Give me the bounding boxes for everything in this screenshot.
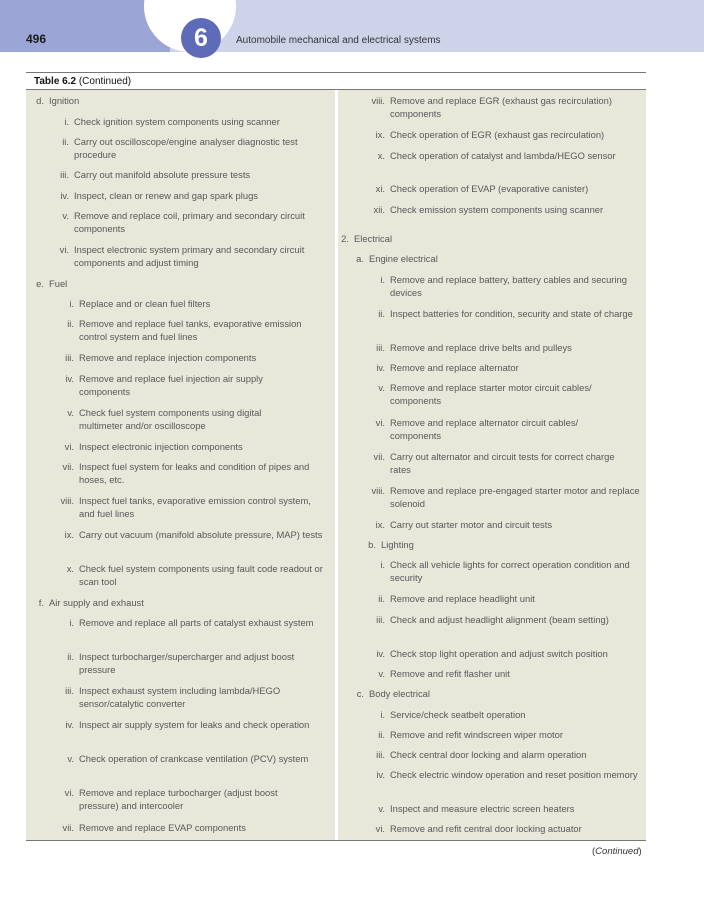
list-text: Remove and refit flasher unit (390, 668, 510, 679)
list-item (338, 648, 646, 661)
list-marker: v. (67, 407, 74, 418)
list-item (338, 382, 625, 408)
list-item (338, 769, 640, 782)
list-item (338, 749, 640, 762)
list-text: Check fuel system components using fault code readout or scan tool (79, 563, 323, 587)
list-text: Inspect turbocharger/supercharger and adjust boost pressure (79, 651, 295, 675)
list-item (338, 95, 622, 121)
list-marker: b. (368, 539, 376, 550)
list-item (26, 617, 324, 630)
list-marker: x. (377, 150, 385, 161)
list-marker: iv. (376, 648, 385, 659)
list-text: Check central door locking and alarm operation (390, 749, 587, 760)
list-marker: e. (36, 278, 44, 289)
list-item (338, 129, 640, 142)
list-marker: ix. (375, 129, 385, 140)
list-marker: i. (380, 274, 385, 285)
list-text: Air supply and exhaust (49, 597, 144, 608)
continued-text: Continued (595, 846, 639, 857)
list-text: Remove and replace all parts of catalyst exhaust system (79, 617, 314, 628)
list-text: Service/check seatbelt operation (390, 709, 526, 720)
list-marker: vii. (373, 451, 385, 462)
list-item (26, 116, 328, 129)
list-text: Carry out oscilloscope/engine analyser diagnostic test procedure (74, 136, 298, 160)
list-marker: ii. (67, 651, 74, 662)
continued-note: (Continued) (592, 846, 642, 857)
list-text: Check operation of catalyst and lambda/HEGO sensor (390, 150, 616, 161)
list-item (26, 651, 324, 677)
list-item (26, 244, 322, 270)
list-marker: i. (380, 559, 385, 570)
list-text: Remove and replace turbocharger (adjust boost pressure) and intercooler (79, 787, 278, 811)
list-text: Check stop light operation and adjust switch position (390, 648, 608, 659)
list-marker: xii. (373, 204, 385, 215)
list-marker: ii. (378, 308, 385, 319)
list-text: Check electric window operation and reset position memory (390, 769, 638, 780)
list-text: Inspect electronic system primary and secondary circuit components and adjust timing (74, 244, 305, 268)
list-marker: vii. (62, 461, 74, 472)
list-marker: viii. (371, 95, 385, 106)
list-text: Electrical (354, 233, 393, 244)
table-qualifier: (Continued) (78, 76, 132, 87)
list-marker: iv. (376, 769, 385, 780)
list-item (26, 529, 324, 542)
list-text: Ignition (49, 95, 80, 106)
list-item (338, 308, 640, 321)
list-text: Remove and replace battery, battery cables and securing devices (390, 274, 627, 298)
list-marker: v. (378, 382, 385, 393)
table-label: Table 6.2 (34, 76, 77, 87)
list-text: Remove and replace injection components (79, 352, 257, 363)
list-item (338, 729, 640, 742)
list-marker: f. (38, 597, 44, 608)
list-text: Check ignition system components using scanner (74, 116, 280, 127)
list-marker: i. (64, 116, 69, 127)
list-text: Inspect air supply system for leaks and check operation (79, 719, 310, 730)
list-marker: iii. (376, 342, 385, 353)
list-item (338, 614, 625, 627)
list-item (26, 298, 324, 311)
list-item (338, 274, 630, 300)
list-item (26, 822, 324, 835)
list-text: Lighting (381, 539, 414, 550)
list-text: Inspect, clean or renew and gap spark plugs (74, 190, 258, 201)
list-marker: iii. (60, 169, 69, 180)
list-text: Carry out vacuum (manifold absolute pressure, MAP) tests (79, 529, 323, 540)
list-text: Check all vehicle lights for correct operation condition and security (390, 559, 630, 583)
list-marker: iii. (65, 685, 74, 696)
list-text: Remove and replace EVAP components (79, 822, 246, 833)
table-caption (34, 76, 131, 87)
list-item (338, 362, 640, 375)
list-item (338, 559, 645, 585)
list-text: Check and adjust headlight alignment (beam setting) (390, 614, 609, 625)
list-item (26, 95, 325, 108)
list-item (338, 417, 625, 443)
list-item (26, 495, 324, 521)
list-item (338, 803, 640, 816)
list-item (26, 136, 322, 162)
list-item (26, 278, 325, 291)
list-text: Remove and replace drive belts and pulleys (390, 342, 572, 353)
list-item (26, 461, 327, 487)
list-item (26, 373, 307, 399)
list-item (338, 485, 644, 511)
list-item (338, 233, 634, 246)
list-text: Remove and replace alternator (390, 362, 519, 373)
list-item (26, 719, 319, 732)
list-text: Remove and replace EGR (exhaust gas recirculation) components (390, 95, 612, 119)
list-marker: vi. (64, 441, 74, 452)
list-marker: iii. (376, 614, 385, 625)
list-item (338, 204, 640, 217)
list-text: Inspect fuel tanks, evaporative emission control system, and fuel lines (79, 495, 311, 519)
list-marker: iv. (65, 373, 74, 384)
list-item (338, 709, 640, 722)
list-text: Inspect fuel system for leaks and condition of pipes and hoses, etc. (79, 461, 310, 485)
list-item (26, 190, 322, 203)
list-text: Carry out manifold absolute pressure tests (74, 169, 251, 180)
chapter-number-badge: 6 (181, 18, 221, 58)
list-marker: ii. (67, 318, 74, 329)
list-text: Check operation of EVAP (evaporative canister) (390, 183, 589, 194)
chapter-title: Automobile mechanical and electrical systems (236, 35, 441, 46)
list-marker: c. (356, 688, 364, 699)
list-item (26, 318, 307, 344)
list-text: Inspect and measure electric screen heaters (390, 803, 575, 814)
list-marker: ix. (375, 519, 385, 530)
list-marker: d. (36, 95, 44, 106)
list-marker: v. (62, 210, 69, 221)
list-marker: v. (378, 803, 385, 814)
list-marker: i. (69, 298, 74, 309)
list-marker: x. (66, 563, 74, 574)
list-item (26, 597, 325, 610)
list-item (338, 150, 622, 163)
list-marker: iv. (376, 362, 385, 373)
list-marker: vii. (62, 822, 74, 833)
list-item (26, 787, 319, 813)
list-marker: iv. (65, 719, 74, 730)
list-text: Remove and replace pre-engaged starter motor and replace solenoid (390, 485, 640, 509)
list-text: Remove and replace fuel tanks, evaporative emission control system and fuel lines (79, 318, 302, 342)
list-marker: ix. (64, 529, 74, 540)
list-item (26, 685, 319, 711)
list-item (338, 183, 640, 196)
list-text: Check operation of EGR (exhaust gas recirculation) (390, 129, 605, 140)
list-item (338, 823, 640, 836)
list-text: Remove and refit central door locking actuator (390, 823, 582, 834)
table-column-right (338, 90, 646, 840)
list-text: Inspect batteries for condition, security and state of charge (390, 308, 633, 319)
list-marker: v. (378, 668, 385, 679)
list-marker: vi. (375, 417, 385, 428)
list-item (26, 753, 324, 766)
list-text: Replace and or clean fuel filters (79, 298, 211, 309)
list-text: Carry out alternator and circuit tests for correct charge rates (390, 451, 615, 475)
list-marker: 2. (341, 233, 349, 244)
list-item (26, 407, 307, 433)
table-column-left (26, 90, 335, 840)
list-text: Check emission system components using scanner (390, 204, 604, 215)
list-text: Remove and replace fuel injection air supply components (79, 373, 263, 397)
table-bottom-rule (26, 840, 646, 841)
list-marker: ii. (378, 593, 385, 604)
list-marker: vi. (59, 244, 69, 255)
list-item (338, 668, 640, 681)
list-marker: a. (356, 253, 364, 264)
list-marker: vi. (64, 787, 74, 798)
list-marker: iii. (376, 749, 385, 760)
list-text: Remove and replace starter motor circuit cables/ components (390, 382, 592, 406)
list-text: Carry out starter motor and circuit tests (390, 519, 553, 530)
list-item (26, 441, 324, 454)
list-marker: viii. (371, 485, 385, 496)
list-text: Fuel (49, 278, 68, 289)
list-text: Remove and refit windscreen wiper motor (390, 729, 563, 740)
list-marker: iii. (65, 352, 74, 363)
list-marker: v. (67, 753, 74, 764)
list-item (338, 451, 625, 477)
list-marker: viii. (60, 495, 74, 506)
list-marker: i. (69, 617, 74, 628)
table-top-rule (26, 72, 646, 73)
list-item (338, 253, 639, 266)
list-item (338, 519, 640, 532)
list-text: Check operation of crankcase ventilation (PCV) system (79, 753, 309, 764)
list-item (26, 169, 322, 182)
list-text: Engine electrical (369, 253, 438, 264)
list-text: Inspect exhaust system including lambda/HEGO sensor/catalytic converter (79, 685, 281, 709)
list-marker: i. (380, 709, 385, 720)
list-text: Inspect electronic injection components (79, 441, 243, 452)
list-item (26, 210, 322, 236)
page-number: 496 (26, 32, 47, 46)
list-text: Remove and replace headlight unit (390, 593, 535, 604)
list-item (338, 688, 639, 701)
list-item (338, 539, 636, 552)
list-marker: xi. (375, 183, 385, 194)
list-text: Remove and replace coil, primary and secondary circuit components (74, 210, 305, 234)
list-marker: ii. (378, 729, 385, 740)
list-text: Body electrical (369, 688, 430, 699)
list-marker: ii. (62, 136, 69, 147)
list-text: Check fuel system components using digital multimeter and/or oscilloscope (79, 407, 262, 431)
list-marker: iv. (60, 190, 69, 201)
list-item (338, 593, 640, 606)
list-marker: vi. (375, 823, 385, 834)
list-item (338, 342, 640, 355)
list-text: Remove and replace alternator circuit cables/ components (390, 417, 579, 441)
list-item (26, 352, 324, 365)
list-item (26, 563, 324, 589)
